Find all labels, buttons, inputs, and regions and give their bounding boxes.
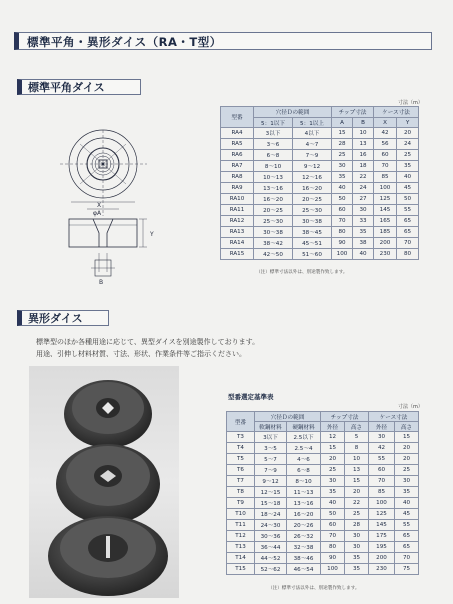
table-cell: 50 <box>397 194 419 205</box>
table-cell: 30〜38 <box>254 227 293 238</box>
table-cell: 70 <box>395 553 419 564</box>
table-cell: 38〜45 <box>293 227 332 238</box>
table-row <box>227 542 419 553</box>
table-cell: 20〜26 <box>287 520 321 531</box>
table-cell: 5〜7 <box>255 454 287 465</box>
table-cell: 45 <box>397 183 419 194</box>
table-cell: 4〜7 <box>293 139 332 150</box>
section-heading-custom: 異形ダイス <box>17 310 109 326</box>
table-cell: 125 <box>374 194 397 205</box>
table-row <box>227 553 419 564</box>
table-cell: 230 <box>369 564 395 575</box>
table-cell: 26〜32 <box>287 531 321 542</box>
table-cell: 3〜5 <box>255 443 287 454</box>
table-cell: 65 <box>395 542 419 553</box>
table-cell: 3以下 <box>255 432 287 443</box>
table-cell: 70 <box>369 476 395 487</box>
table-cell: 12〜15 <box>255 487 287 498</box>
model-cell: RA15 <box>221 249 254 260</box>
table-row <box>221 238 419 249</box>
table-cell: 200 <box>369 553 395 564</box>
table-cell: 18 <box>353 161 374 172</box>
header-model: 型番 <box>221 107 254 128</box>
table-cell: 13 <box>353 139 374 150</box>
header-case-dim: ケース寸法 <box>369 412 419 422</box>
table-cell: 175 <box>369 531 395 542</box>
model-cell: RA6 <box>221 150 254 161</box>
subheader-cell: 5：1以下 <box>254 118 293 128</box>
table-cell: 2.5以下 <box>287 432 321 443</box>
table-row <box>227 443 419 454</box>
table-cell: 51〜60 <box>293 249 332 260</box>
table-cell: 185 <box>374 227 397 238</box>
table-row <box>221 139 419 150</box>
model-cell: RA10 <box>221 194 254 205</box>
table-cell: 9〜12 <box>293 161 332 172</box>
table-cell: 16〜20 <box>254 194 293 205</box>
table-cell: 28 <box>345 520 369 531</box>
model-cell: T12 <box>227 531 255 542</box>
table-cell: 24 <box>397 139 419 150</box>
table-cell: 15 <box>395 432 419 443</box>
table-cell: 8〜10 <box>287 476 321 487</box>
table-cell: 30 <box>345 542 369 553</box>
header-hole-range: 穴径Ｄの範囲 <box>254 107 332 118</box>
table-cell: 13 <box>345 465 369 476</box>
table-cell: 30〜38 <box>293 216 332 227</box>
model-cell: T5 <box>227 454 255 465</box>
model-cell: RA14 <box>221 238 254 249</box>
table-cell: 22 <box>353 172 374 183</box>
table-cell: 70 <box>374 161 397 172</box>
table-cell: 16〜20 <box>287 509 321 520</box>
table-row <box>227 498 419 509</box>
table-cell: 100 <box>321 564 345 575</box>
table-cell: 8 <box>345 443 369 454</box>
table-header-row <box>227 412 419 422</box>
header-hole-range: 穴径Ｄの範囲 <box>255 412 321 422</box>
section2-description <box>36 336 436 360</box>
model-cell: T6 <box>227 465 255 476</box>
table-cell: 45 <box>395 509 419 520</box>
table-cell: 40 <box>353 249 374 260</box>
model-cell: RA12 <box>221 216 254 227</box>
table-cell: 230 <box>374 249 397 260</box>
table-cell: 100 <box>369 498 395 509</box>
table-cell: 200 <box>374 238 397 249</box>
table-row <box>227 531 419 542</box>
page-title: 標準平角・異形ダイス（RA・T型） <box>14 32 432 50</box>
table-cell: 30 <box>369 432 395 443</box>
table-row <box>221 150 419 161</box>
table-row <box>221 172 419 183</box>
footnote-1: （注）標準寸法以外は、別途製作致します。 <box>256 270 348 275</box>
model-cell: RA4 <box>221 128 254 139</box>
table-cell: 80 <box>321 542 345 553</box>
subheader-cell: 軟鋼材料 <box>255 422 287 432</box>
table-cell: 165 <box>374 216 397 227</box>
table-cell: 46〜54 <box>287 564 321 575</box>
table-cell: 30 <box>353 205 374 216</box>
table-cell: 25〜30 <box>254 216 293 227</box>
table-cell: 70 <box>332 216 353 227</box>
table-row <box>221 205 419 216</box>
table-cell: 30 <box>321 476 345 487</box>
section-heading-standard: 標準平角ダイス <box>17 79 141 95</box>
table-cell: 28 <box>332 139 353 150</box>
subheader-cell: 硬鋼材料 <box>287 422 321 432</box>
table-row <box>227 476 419 487</box>
table-cell: 7〜9 <box>293 150 332 161</box>
table-cell: 2.5〜4 <box>287 443 321 454</box>
table-cell: 20 <box>397 128 419 139</box>
description-line: 標準型のほか各種用途に応じて、異型ダイスを別途製作しております。 <box>36 338 260 346</box>
table-row <box>221 161 419 172</box>
table-row <box>221 183 419 194</box>
table-cell: 10 <box>345 454 369 465</box>
model-cell: T4 <box>227 443 255 454</box>
table-row <box>221 249 419 260</box>
table-cell: 70 <box>397 238 419 249</box>
table-cell: 16 <box>353 150 374 161</box>
model-cell: RA9 <box>221 183 254 194</box>
table-cell: 50 <box>332 194 353 205</box>
model-cell: RA5 <box>221 139 254 150</box>
table-cell: 90 <box>332 238 353 249</box>
table-cell: 60 <box>374 150 397 161</box>
table-cell: 85 <box>369 487 395 498</box>
dies-illustration <box>29 366 179 598</box>
table-cell: 35 <box>345 564 369 575</box>
table-cell: 44〜52 <box>255 553 287 564</box>
model-cell: T7 <box>227 476 255 487</box>
model-cell: RA7 <box>221 161 254 172</box>
model-cell: RA8 <box>221 172 254 183</box>
table-cell: 3〜6 <box>254 139 293 150</box>
header-model: 型番 <box>227 412 255 432</box>
table-cell: 145 <box>374 205 397 216</box>
table-cell: 40 <box>332 183 353 194</box>
table-row <box>221 216 419 227</box>
label-y: Y <box>150 231 154 238</box>
description-line: 用途、引伸し材料材質、寸法、形状、作業条件等ご指示ください。 <box>36 350 246 358</box>
table-cell: 20 <box>345 487 369 498</box>
table-cell: 15 <box>345 476 369 487</box>
table-cell: 65 <box>397 227 419 238</box>
table-cell: 55 <box>395 520 419 531</box>
table-cell: 65 <box>397 216 419 227</box>
table-cell: 35 <box>321 487 345 498</box>
table-cell: 25〜30 <box>293 205 332 216</box>
table-cell: 35 <box>395 487 419 498</box>
table-cell: 16〜20 <box>293 183 332 194</box>
table-cell: 13〜16 <box>254 183 293 194</box>
label-phi-a: φA <box>93 210 102 217</box>
subheader-cell: X <box>374 118 397 128</box>
table-cell: 12〜16 <box>293 172 332 183</box>
table-cell: 56 <box>374 139 397 150</box>
table-cell: 7〜9 <box>255 465 287 476</box>
table-cell: 30〜36 <box>255 531 287 542</box>
table-cell: 35 <box>345 553 369 564</box>
ra-spec-table <box>220 106 419 260</box>
table-cell: 80 <box>397 249 419 260</box>
table-row <box>227 432 419 443</box>
table-cell: 27 <box>353 194 374 205</box>
table-row <box>227 465 419 476</box>
table-row <box>221 227 419 238</box>
table-cell: 20〜25 <box>293 194 332 205</box>
model-cell: T8 <box>227 487 255 498</box>
table-cell: 125 <box>369 509 395 520</box>
table-label: 型番選定基準表 <box>228 393 274 401</box>
t-spec-table <box>226 411 419 575</box>
table-cell: 25 <box>332 150 353 161</box>
subheader-cell: 外径 <box>369 422 395 432</box>
subheader-cell: 高さ <box>395 422 419 432</box>
model-cell: T14 <box>227 553 255 564</box>
table-cell: 15 <box>332 128 353 139</box>
table-cell: 36〜44 <box>255 542 287 553</box>
table-cell: 4以下 <box>293 128 332 139</box>
table-row <box>227 487 419 498</box>
table-cell: 5 <box>345 432 369 443</box>
table-cell: 42 <box>369 443 395 454</box>
model-cell: T10 <box>227 509 255 520</box>
table-cell: 9〜12 <box>255 476 287 487</box>
table-cell: 10〜13 <box>254 172 293 183</box>
header-chip-dim: チップ寸法 <box>321 412 369 422</box>
table-cell: 20 <box>395 443 419 454</box>
table-cell: 12 <box>321 432 345 443</box>
table-cell: 65 <box>395 531 419 542</box>
unit-note-2: 寸法（m） <box>398 404 423 410</box>
table-cell: 52〜62 <box>255 564 287 575</box>
table-cell: 45〜51 <box>293 238 332 249</box>
model-cell: T13 <box>227 542 255 553</box>
table-cell: 30 <box>345 531 369 542</box>
table-cell: 60 <box>369 465 395 476</box>
label-x: X <box>97 202 102 209</box>
table-cell: 145 <box>369 520 395 531</box>
table-cell: 25 <box>397 150 419 161</box>
unit-note-1: 寸法（m） <box>398 100 423 106</box>
table-cell: 40 <box>397 172 419 183</box>
subheader-cell: Y <box>397 118 419 128</box>
table-cell: 13〜16 <box>287 498 321 509</box>
model-cell: T15 <box>227 564 255 575</box>
table-row <box>227 520 419 531</box>
table-row <box>227 564 419 575</box>
table-cell: 55 <box>397 205 419 216</box>
table-cell: 42 <box>374 128 397 139</box>
product-photo <box>29 366 179 598</box>
table-cell: 20 <box>321 454 345 465</box>
table-cell: 22 <box>345 498 369 509</box>
table-cell: 42〜50 <box>254 249 293 260</box>
table-cell: 40 <box>321 498 345 509</box>
table-cell: 38 <box>353 238 374 249</box>
table-cell: 30 <box>395 476 419 487</box>
table-cell: 6〜8 <box>254 150 293 161</box>
table-cell: 60 <box>332 205 353 216</box>
table-cell: 4〜6 <box>287 454 321 465</box>
footnote-2: （注）標準寸法以外は、別途製作致します。 <box>268 586 360 591</box>
header-chip-dim: チップ寸法 <box>332 107 374 118</box>
table-cell: 100 <box>332 249 353 260</box>
table-cell: 35 <box>353 227 374 238</box>
table-row <box>227 509 419 520</box>
table-cell: 38〜42 <box>254 238 293 249</box>
table-cell: 90 <box>321 553 345 564</box>
table-cell: 30 <box>332 161 353 172</box>
table-cell: 24〜30 <box>255 520 287 531</box>
table-cell: 25 <box>345 509 369 520</box>
table-cell: 33 <box>353 216 374 227</box>
model-cell: T9 <box>227 498 255 509</box>
table-cell: 18〜24 <box>255 509 287 520</box>
label-b: B <box>99 279 104 286</box>
table-cell: 75 <box>395 564 419 575</box>
table-cell: 24 <box>353 183 374 194</box>
table-cell: 195 <box>369 542 395 553</box>
table-cell: 55 <box>369 454 395 465</box>
table-cell: 11〜13 <box>287 487 321 498</box>
subheader-cell: B <box>353 118 374 128</box>
subheader-cell: 外径 <box>321 422 345 432</box>
table-cell: 20〜25 <box>254 205 293 216</box>
table-cell: 25 <box>395 465 419 476</box>
table-cell: 25 <box>321 465 345 476</box>
table-cell: 6〜8 <box>287 465 321 476</box>
die-drawing <box>55 126 160 286</box>
table-cell: 15 <box>321 443 345 454</box>
table-cell: 20 <box>395 454 419 465</box>
table-cell: 35 <box>397 161 419 172</box>
model-cell: RA13 <box>221 227 254 238</box>
subheader-cell: 5：1以上 <box>293 118 332 128</box>
table-cell: 60 <box>321 520 345 531</box>
table-cell: 10 <box>353 128 374 139</box>
model-cell: T3 <box>227 432 255 443</box>
table-cell: 32〜38 <box>287 542 321 553</box>
table-cell: 70 <box>321 531 345 542</box>
table-header-row <box>221 107 419 118</box>
subheader-cell: A <box>332 118 353 128</box>
table-cell: 40 <box>395 498 419 509</box>
table-row <box>221 194 419 205</box>
subheader-cell: 高さ <box>345 422 369 432</box>
table-row <box>227 454 419 465</box>
header-case-dim: ケース寸法 <box>374 107 419 118</box>
table-cell: 50 <box>321 509 345 520</box>
table-cell: 85 <box>374 172 397 183</box>
table-row <box>221 128 419 139</box>
model-cell: T11 <box>227 520 255 531</box>
table-subheader-row <box>227 422 419 432</box>
table-cell: 8〜10 <box>254 161 293 172</box>
table-cell: 35 <box>332 172 353 183</box>
table-cell: 100 <box>374 183 397 194</box>
table-cell: 38〜46 <box>287 553 321 564</box>
table-cell: 15〜18 <box>255 498 287 509</box>
table-cell: 3以下 <box>254 128 293 139</box>
table-cell: 80 <box>332 227 353 238</box>
model-cell: RA11 <box>221 205 254 216</box>
